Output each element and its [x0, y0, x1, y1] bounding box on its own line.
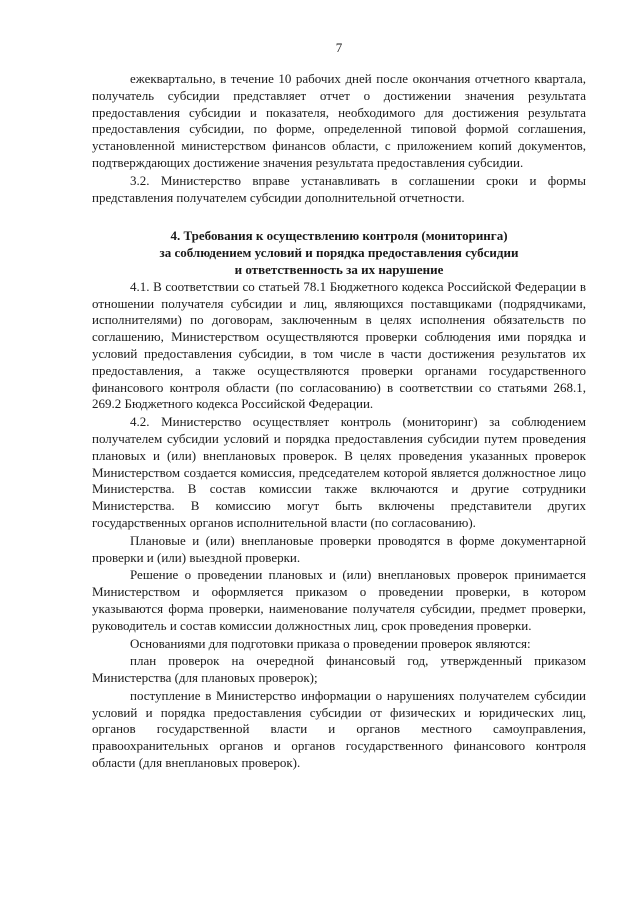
section-4-heading-line-1: 4. Требования к осуществлению контроля (мониторинга)	[170, 228, 508, 244]
paragraph-inspection-forms: Плановые и (или) внеплановые проверки проводятся в форме документарной проверки и (или) выездной проверки.	[92, 532, 586, 565]
paragraph-quarterly-report: ежеквартально, в течение 10 рабочих дней после окончания отчетного квартала, получатель субсидии представляет отчет о достижении значения результата предоставления субсидии и показателя, необходимого для достижения результата предоставления субсидии, по форме, определенной типовой формой соглашения, установленной министерством финансов области, с приложением копий документов, подтверждающих достижение значения результата предоставления субсидии.	[92, 71, 586, 170]
paragraph-3-2: 3.2. Министерство вправе устанавливать в соглашении сроки и формы представления получателем субсидии дополнительной отчетности.	[92, 172, 586, 205]
page-number: 7	[335, 40, 343, 55]
section-4-heading	[92, 228, 586, 278]
paragraph-4-1: 4.1. В соответствии со статьей 78.1 Бюджетного кодекса Российской Федерации в отношении получателя субсидии и лиц, являющихся поставщиками (подрядчиками, исполнителями) по договорам, заключенным в целях исполнения обязательств по соглашению, Министерством осуществляются проверки соблюдения ими порядка и условий предоставления субсидии, в том числе в части достижения результатов их предоставления, а также осуществляются проверки органами государственного финансового контроля области (по согласованию) в соответствии со статьями 268.1, 269.2 Бюджетного кодекса Российской Федерации.	[92, 278, 586, 412]
list-item-unscheduled-inspections: поступление в Министерство информации о нарушениях получателем субсидии условий и порядка предоставления субсидии от физических и юридических лиц, органов государственной власти и органов местного самоуправления, правоохранительных органов и органов государственного финансового контроля области (для внеплановых проверок).	[92, 687, 586, 771]
document-page	[92, 40, 586, 772]
paragraph-inspection-decision: Решение о проведении плановых и (или) внеплановых проверок принимается Министерством и оформляется приказом о проведении проверки, в котором указываются форма проверки, наименование получателя субсидии, предмет проверки, руководитель и состав комиссии должностных лиц, срок проведения проверки.	[92, 567, 586, 633]
section-4-heading-line-2: за соблюдением условий и порядка предоставления субсидии	[159, 245, 519, 261]
paragraph-4-2: 4.2. Министерство осуществляет контроль (мониторинг) за соблюдением получателем субсидии условий и порядка предоставления субсидии путем проведения плановых и (или) внеплановых проверок. В целях проведения указанных проверок Министерством создается комиссия, председателем которой является должностное лицо Министерства. В состав комиссии также включаются и другие сотрудники Министерства. В комиссию могут быть включены представители других государственных органов исполнительной власти (по согласованию).	[92, 414, 586, 530]
paragraph-inspection-grounds: Основаниями для подготовки приказа о проведении проверок являются:	[130, 635, 531, 651]
section-4-heading-line-3: и ответственность за их нарушение	[234, 261, 444, 277]
list-item-planned-inspections: план проверок на очередной финансовый год, утвержденный приказом Министерства (для плановых проверок);	[92, 653, 586, 686]
